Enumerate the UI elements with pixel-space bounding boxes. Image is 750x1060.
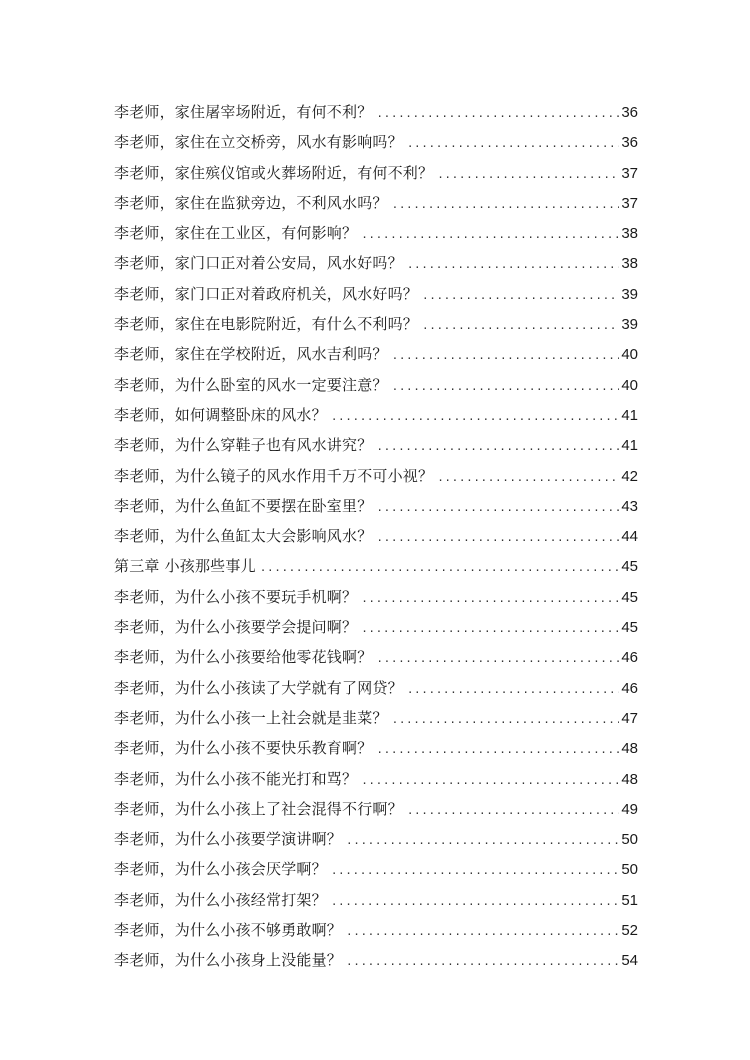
toc-entry-title: 李老师，家住在工业区，有何影响？ — [114, 224, 358, 243]
toc-entry-title: 李老师，为什么小孩要给他零花钱啊？ — [114, 648, 373, 667]
toc-dot-leader — [407, 250, 619, 280]
toc-entry[interactable] — [114, 642, 638, 672]
toc-entry-title: 李老师，为什么卧室的风水一定要注意？ — [114, 375, 388, 394]
toc-entry[interactable] — [114, 461, 638, 491]
toc-entry-title: 李老师，家门口正对着政府机关，风水好吗？ — [114, 284, 419, 303]
toc-dot-leader — [407, 796, 619, 826]
toc-entry-page-number: 39 — [621, 316, 638, 334]
toc-entry[interactable] — [114, 370, 638, 400]
toc-entry[interactable] — [114, 127, 638, 157]
toc-entry-title: 李老师，为什么小孩一上社会就是韭菜？ — [114, 708, 388, 727]
toc-entry[interactable] — [114, 673, 638, 703]
toc-entry[interactable] — [114, 279, 638, 309]
toc-dot-leader — [392, 341, 619, 371]
toc-entry[interactable] — [114, 945, 638, 975]
toc-entry-page-number: 36 — [621, 104, 638, 121]
toc-dot-leader — [407, 129, 619, 159]
toc-dot-leader — [376, 735, 619, 765]
toc-entry-page-number: 51 — [621, 891, 638, 909]
toc-entry-page-number: 48 — [621, 770, 638, 788]
toc-dot-leader — [407, 675, 619, 705]
toc-entry-page-number: 45 — [621, 558, 638, 576]
toc-entry[interactable] — [114, 582, 638, 612]
toc-dot-leader — [376, 644, 619, 674]
toc-entry-page-number: 38 — [621, 225, 638, 243]
toc-entry-title: 李老师，为什么小孩会厌学啊？ — [114, 860, 327, 879]
toc-entry-page-number: 36 — [621, 134, 638, 152]
toc-entry[interactable] — [114, 824, 638, 854]
toc-dot-leader — [260, 553, 619, 583]
toc-entry-page-number: 42 — [621, 467, 638, 485]
toc-dot-leader — [422, 281, 619, 311]
toc-entry[interactable] — [114, 339, 638, 369]
toc-dot-leader — [376, 99, 619, 129]
table-of-contents — [114, 97, 638, 976]
toc-dot-leader — [361, 584, 619, 614]
toc-entry[interactable] — [114, 97, 638, 127]
toc-entry-title: 李老师，为什么鱼缸不要摆在卧室里？ — [114, 496, 373, 515]
toc-entry-page-number: 40 — [621, 346, 638, 364]
toc-entry-title: 李老师，家住在立交桥旁，风水有影响吗？ — [114, 133, 403, 152]
toc-dot-leader — [376, 493, 619, 523]
toc-entry[interactable] — [114, 551, 638, 581]
toc-entry[interactable] — [114, 733, 638, 763]
toc-entry-page-number: 46 — [621, 679, 638, 697]
toc-entry-page-number: 43 — [621, 497, 638, 515]
toc-entry-title: 李老师，家住殡仪馆或火葬场附近，有何不利？ — [114, 163, 434, 182]
toc-entry-page-number: 40 — [621, 376, 638, 394]
toc-entry-page-number: 45 — [621, 619, 638, 637]
toc-entry-page-number: 47 — [621, 709, 638, 727]
toc-entry-page-number: 50 — [621, 831, 638, 849]
toc-entry-page-number: 39 — [621, 285, 638, 303]
toc-entry-page-number: 46 — [621, 649, 638, 667]
toc-entry-title: 李老师，为什么小孩不要玩手机啊？ — [114, 587, 358, 606]
toc-entry[interactable] — [114, 491, 638, 521]
toc-entry-title: 李老师，为什么小孩身上没能量？ — [114, 951, 343, 970]
toc-entry[interactable] — [114, 703, 638, 733]
toc-entry[interactable] — [114, 854, 638, 884]
toc-entry[interactable] — [114, 885, 638, 915]
toc-entry-page-number: 48 — [621, 740, 638, 758]
toc-entry-title: 李老师，家住在监狱旁边，不利风水吗？ — [114, 193, 388, 212]
toc-entry-title: 李老师，为什么小孩不能光打和骂？ — [114, 769, 358, 788]
toc-entry-page-number: 49 — [621, 800, 638, 818]
toc-entry-title: 李老师，家住在学校附近，风水吉利吗？ — [114, 345, 388, 364]
toc-entry-page-number: 41 — [621, 437, 638, 455]
toc-entry[interactable] — [114, 612, 638, 642]
toc-dot-leader — [331, 402, 619, 432]
toc-entry[interactable] — [114, 188, 638, 218]
toc-dot-leader — [376, 523, 619, 553]
toc-dot-leader — [346, 826, 619, 856]
toc-entry[interactable] — [114, 400, 638, 430]
toc-dot-leader — [392, 705, 619, 735]
toc-entry-page-number: 37 — [621, 164, 638, 182]
toc-entry-title: 李老师，为什么小孩经常打架？ — [114, 890, 327, 909]
toc-entry[interactable] — [114, 764, 638, 794]
toc-entry[interactable] — [114, 309, 638, 339]
toc-entry-title: 李老师，为什么小孩不要快乐教育啊？ — [114, 739, 373, 758]
toc-dot-leader — [346, 917, 619, 947]
toc-entry-title: 李老师，家门口正对着公安局，风水好吗？ — [114, 254, 403, 273]
toc-entry-title: 李老师，为什么镜子的风水作用千万不可小视？ — [114, 466, 434, 485]
toc-entry-title: 第三章 小孩那些事儿 — [114, 557, 256, 576]
toc-entry-page-number: 44 — [621, 528, 638, 546]
toc-entry[interactable] — [114, 218, 638, 248]
toc-dot-leader — [331, 856, 619, 886]
toc-dot-leader — [392, 372, 619, 402]
toc-entry-title: 李老师，如何调整卧床的风水？ — [114, 405, 327, 424]
toc-entry-title: 李老师，为什么小孩不够勇敢啊？ — [114, 921, 343, 940]
toc-entry-title: 李老师，家住在电影院附近，有什么不利吗？ — [114, 315, 419, 334]
toc-entry-page-number: 50 — [621, 861, 638, 879]
toc-dot-leader — [437, 463, 619, 493]
toc-entry[interactable] — [114, 430, 638, 460]
toc-entry[interactable] — [114, 248, 638, 278]
toc-entry[interactable] — [114, 915, 638, 945]
toc-dot-leader — [361, 766, 619, 796]
toc-entry-page-number: 41 — [621, 406, 638, 424]
toc-entry-title: 李老师，为什么小孩上了社会混得不行啊？ — [114, 799, 403, 818]
toc-entry-title: 李老师，为什么小孩要学会提问啊？ — [114, 618, 358, 637]
toc-entry-page-number: 45 — [621, 588, 638, 606]
toc-dot-leader — [331, 887, 619, 917]
toc-entry-title: 李老师，为什么穿鞋子也有风水讲究？ — [114, 436, 373, 455]
toc-entry[interactable] — [114, 158, 638, 188]
toc-dot-leader — [422, 311, 619, 341]
toc-dot-leader — [361, 614, 619, 644]
toc-entry-page-number: 37 — [621, 194, 638, 212]
toc-entry[interactable] — [114, 794, 638, 824]
toc-entry-title: 李老师，为什么鱼缸太大会影响风水？ — [114, 527, 373, 546]
toc-entry-title: 李老师，为什么小孩要学演讲啊？ — [114, 830, 343, 849]
toc-dot-leader — [361, 220, 619, 250]
toc-dot-leader — [392, 190, 619, 220]
toc-entry-title: 李老师，为什么小孩读了大学就有了网贷？ — [114, 678, 403, 697]
toc-dot-leader — [346, 947, 619, 977]
toc-entry-page-number: 52 — [621, 922, 638, 940]
toc-entry-page-number: 38 — [621, 255, 638, 273]
toc-dot-leader — [437, 160, 619, 190]
toc-dot-leader — [376, 432, 619, 462]
toc-entry-page-number: 54 — [621, 952, 638, 970]
toc-entry-title: 李老师，家住屠宰场附近，有何不利？ — [114, 103, 373, 121]
toc-entry[interactable] — [114, 521, 638, 551]
